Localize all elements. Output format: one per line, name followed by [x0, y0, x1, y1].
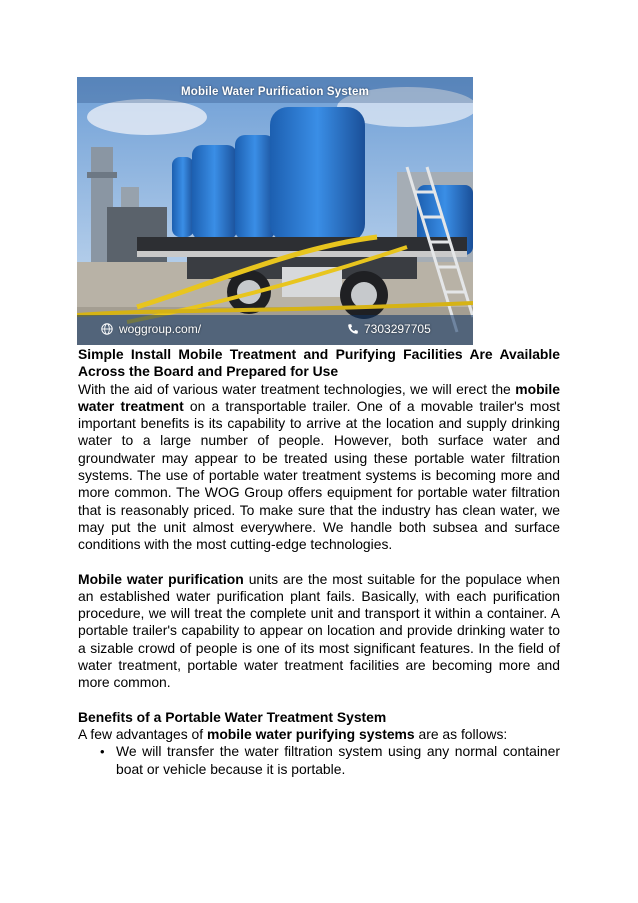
- article-heading: Simple Install Mobile Treatment and Purifying Facilities Are Available Across the Board and Prepared for Use: [78, 346, 560, 380]
- paragraph-2-bold: Mobile water purification: [78, 570, 244, 587]
- benefits-intro: [78, 726, 560, 743]
- hero-title: Mobile Water Purification System: [180, 86, 370, 98]
- list-item: • We will transfer the water filtration system using any normal container boat or vehicle because it is portable.: [116, 743, 560, 778]
- paragraph-2-rest: units are the most suitable for the populace when an established water purification plant fails. Basically, with each purification procedure, we will treat the complete unit and transport it within a container. A portable trailer's capability to appear on location and provide drinking water to a sizable crowd of people is one of its most significant features. In the field of water treatment, portable water treatment facilities are becoming more and more common.: [78, 570, 560, 691]
- hero-phone: [347, 322, 431, 336]
- paragraph-1-start: With the aid of various water treatment technologies, we will erect the: [78, 380, 516, 397]
- benefits-list: [78, 743, 560, 778]
- paragraph-1-rest: on a transportable trailer. One of a movable trailer's most important benefits is its capability to arrive at the location and supply drinking water to a large number of people. However, both surface water and groundwater may appear to be treated using these portable water filtration systems. The use of portable water treatment systems is becoming more and more common. The WOG Group offers equipment for portable water filtration that is reasonably priced. To make sure that the industry has clean water, we may put the unit almost everywhere. We handle both subsea and surface conditions with the most cutting-edge technologies.: [78, 397, 560, 553]
- phone-icon: [347, 323, 359, 335]
- globe-icon: [101, 323, 113, 335]
- article-body: [78, 346, 560, 778]
- website-text: woggroup.com/: [119, 322, 202, 336]
- paragraph-1-bold: mobile water treatment: [78, 380, 560, 414]
- paragraph-1: [78, 381, 560, 554]
- hero-website: [101, 322, 201, 336]
- intro-end: are as follows:: [414, 725, 508, 742]
- trailer-photo: [77, 77, 473, 345]
- intro-start: A few advantages of: [78, 725, 207, 742]
- paragraph-gap: [78, 554, 560, 571]
- paragraph-gap: [78, 692, 560, 709]
- hero-image: [77, 77, 473, 345]
- intro-bold: mobile water purifying systems: [206, 725, 415, 742]
- phone-number: 7303297705: [364, 322, 431, 336]
- paragraph-2: [78, 571, 560, 692]
- benefits-heading: Benefits of a Portable Water Treatment System: [78, 708, 387, 725]
